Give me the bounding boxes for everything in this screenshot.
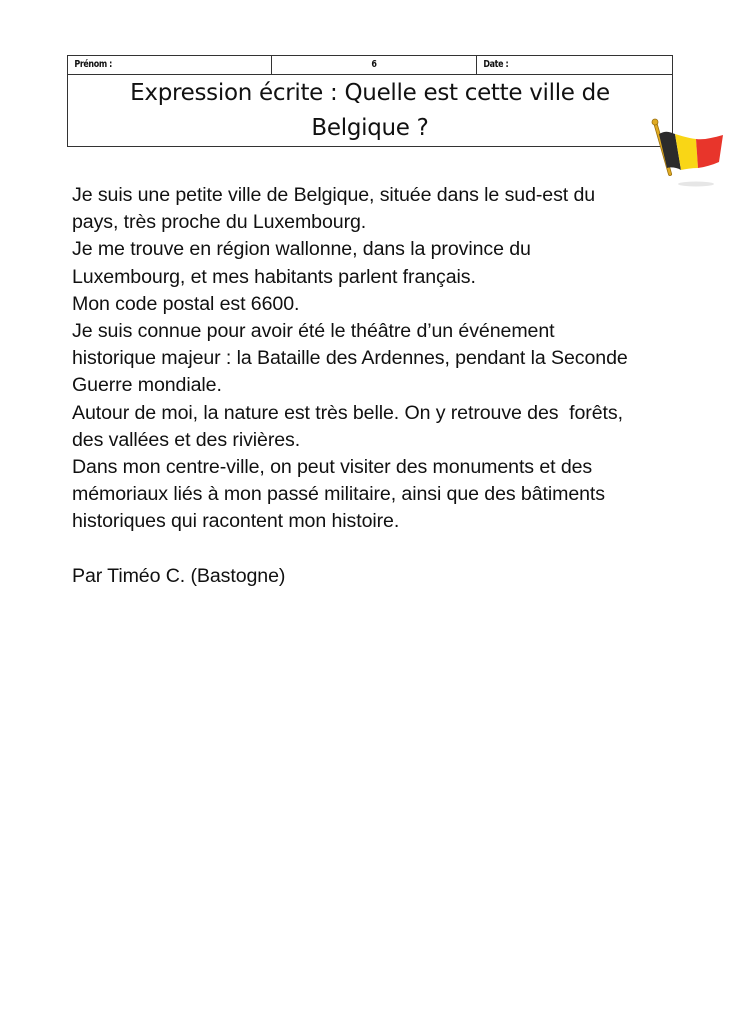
name-cell[interactable] xyxy=(68,56,272,74)
body-line: pays, très proche du Luxembourg. xyxy=(72,211,367,234)
body-line: Je suis connue pour avoir été le théâtre d’un événement xyxy=(72,320,555,343)
body-line: Je me trouve en région wallonne, dans la province du xyxy=(72,238,531,261)
worksheet-number: 6 xyxy=(371,59,377,70)
date-cell[interactable] xyxy=(477,56,672,74)
worksheet-header xyxy=(67,55,673,147)
body-line: Luxembourg, et mes habitants parlent français. xyxy=(72,265,476,288)
signature: Par Timéo C. (Bastogne) xyxy=(72,564,286,587)
title-box xyxy=(68,75,672,146)
body-line: Je suis une petite ville de Belgique, située dans le sud-est du xyxy=(72,184,596,206)
body-line: mémoriaux liés à mon passé militaire, ainsi que des bâtiments xyxy=(72,483,605,506)
body-line: Mon code postal est 6600. xyxy=(72,292,300,315)
body-line: Autour de moi, la nature est très belle. On y retrouve des forêts, xyxy=(72,401,623,424)
body-line: Guerre mondiale. xyxy=(72,374,222,397)
body-line: des vallées et des rivières. xyxy=(72,428,301,451)
prenom-label: Prénom : xyxy=(74,59,112,70)
header-row xyxy=(68,56,672,75)
page-title: Expression écrite : Quelle est cette ville de Belgique ? xyxy=(130,79,610,141)
body-line: Dans mon centre-ville, on peut visiter des monuments et des xyxy=(72,456,593,479)
date-label: Date : xyxy=(483,59,509,70)
number-cell xyxy=(272,56,477,74)
belgian-flag-icon xyxy=(648,112,728,192)
body-line: historiques qui racontent mon histoire. xyxy=(72,510,400,533)
body-text xyxy=(72,182,722,590)
body-line: historique majeur : la Bataille des Ardennes, pendant la Seconde xyxy=(72,347,628,370)
